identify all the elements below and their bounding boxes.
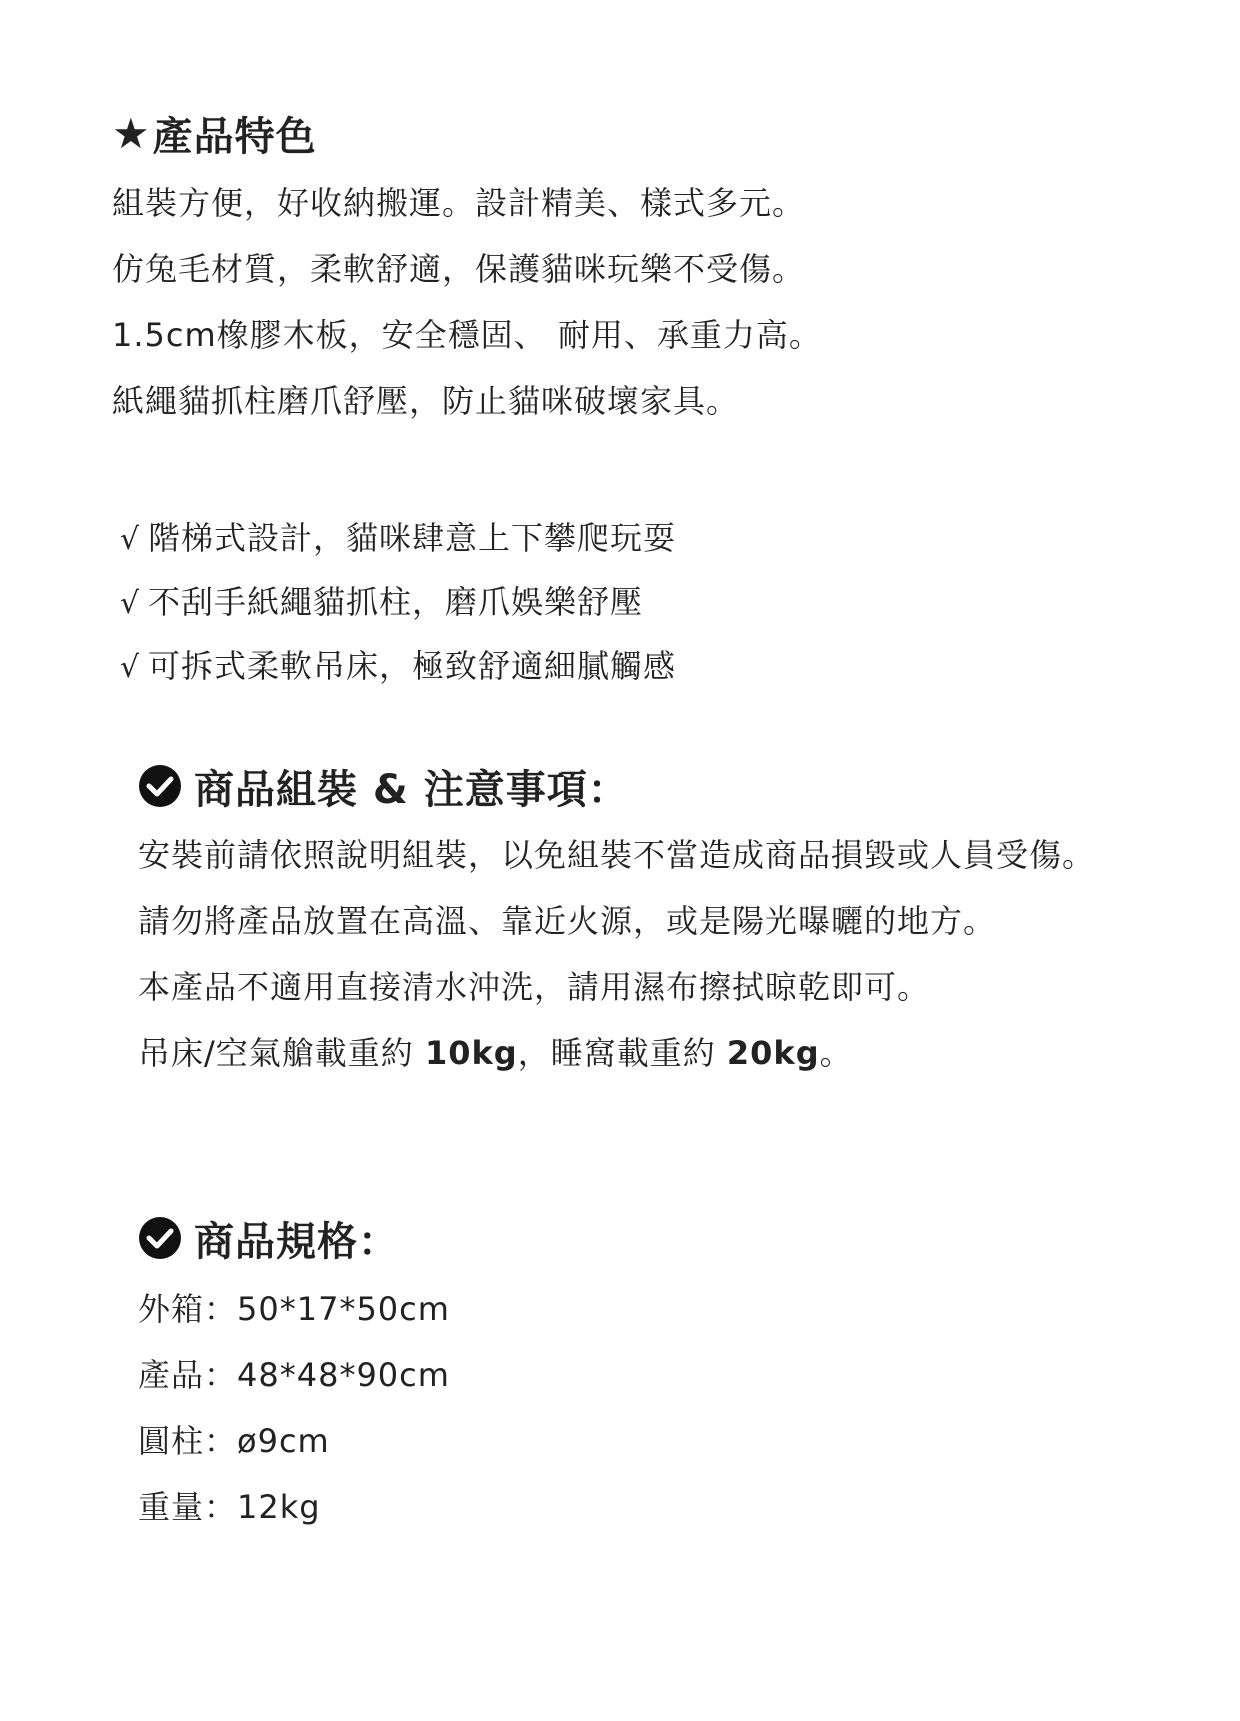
bed-load-value: 20kg [726, 1034, 820, 1072]
check-item-text: 階梯式設計，貓咪肆意上下攀爬玩耍 [148, 519, 677, 557]
spec-weight: 重量：12kg [138, 1488, 321, 1526]
hammock-load-value: 10kg [424, 1034, 518, 1072]
feature-line-1: 組裝方便，好收納搬運。設計精美、樣式多元。 [112, 184, 806, 222]
notes-section [138, 756, 1228, 1086]
notes-line-3: 本產品不適用直接清水沖洗，請用濕布擦拭晾乾即可。 [138, 968, 931, 1006]
notes-line-2: 請勿將產品放置在高溫、靠近火源，或是陽光曝曬的地方。 [138, 902, 997, 940]
notes-heading [138, 756, 1228, 816]
spec-product-size: 產品：48*48*90cm [138, 1356, 450, 1394]
features-heading-text: 產品特色 [152, 113, 317, 160]
feature-line-4: 紙繩貓抓柱磨爪舒壓，防止貓咪破壞家具。 [112, 382, 740, 420]
notes-line-4 [138, 1020, 1228, 1086]
load-text-2: ，睡窩載重約 [517, 1034, 727, 1072]
load-text-1: 吊床/空氣艙載重約 [138, 1034, 425, 1072]
spec-column-diameter: 圓柱：ø9cm [138, 1422, 330, 1460]
check-circle-icon [138, 764, 182, 808]
check-item-3 [120, 634, 1120, 698]
spec-outer-box: 外箱：50*17*50cm [138, 1290, 450, 1328]
check-item-text: 可拆式柔軟吊床，極致舒適細膩觸感 [148, 647, 677, 685]
check-circle-icon [138, 1216, 182, 1260]
load-text-3: 。 [819, 1034, 853, 1072]
feature-checklist [120, 506, 1120, 698]
feature-line-3: 1.5cm橡膠木板，安全穩固、 耐用、承重力高。 [112, 316, 822, 354]
features-section [112, 108, 1212, 434]
star-icon: ★ [112, 108, 151, 158]
notes-heading-text: 商品組裝 & 注意事項： [194, 766, 629, 813]
specs-heading-text: 商品規格： [194, 1218, 399, 1265]
check-mark-icon: √ [120, 522, 141, 557]
check-item-2 [120, 570, 1120, 634]
check-mark-icon: √ [120, 650, 141, 685]
check-item-text: 不刮手紙繩貓抓柱，磨爪娛樂舒壓 [148, 583, 644, 621]
specs-section [138, 1208, 1038, 1540]
check-item-1 [120, 506, 1120, 570]
features-heading [112, 108, 1212, 158]
check-mark-icon: √ [120, 586, 141, 621]
feature-line-2: 仿兔毛材質，柔軟舒適，保護貓咪玩樂不受傷。 [112, 250, 806, 288]
notes-line-1: 安裝前請依照說明組裝，以免組裝不當造成商品損毀或人員受傷。 [138, 836, 1096, 874]
specs-heading [138, 1208, 1038, 1268]
